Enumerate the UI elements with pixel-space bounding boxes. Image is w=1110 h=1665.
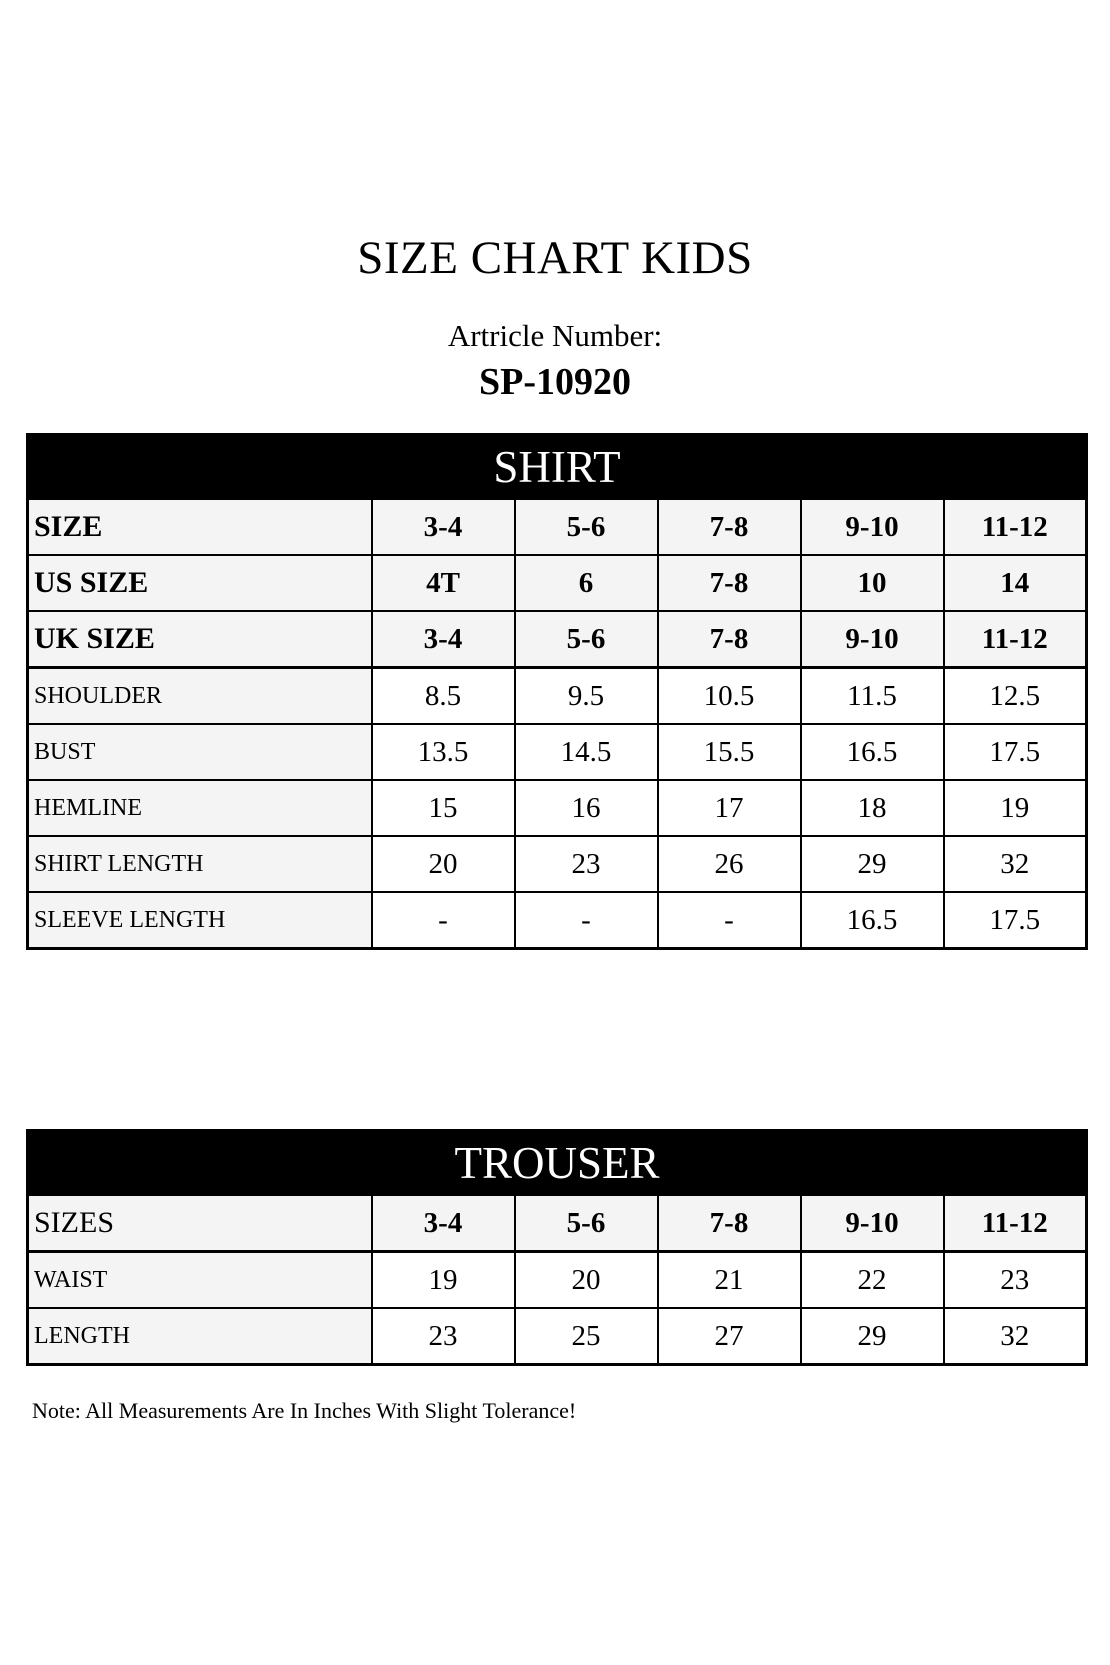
trouser-section-title: TROUSER: [28, 1131, 1087, 1196]
table-row: [28, 1252, 1087, 1309]
size-cell: 5-6: [515, 499, 658, 555]
row-label: UK SIZE: [28, 611, 372, 668]
table-row: [28, 499, 1087, 555]
measurement-cell: -: [515, 892, 658, 949]
measurement-cell: 16: [515, 780, 658, 836]
row-label: SLEEVE LENGTH: [28, 892, 372, 949]
measurement-cell: 10.5: [658, 668, 801, 725]
measurement-cell: 17.5: [944, 724, 1087, 780]
measurement-cell: 32: [944, 1308, 1087, 1365]
table-row: [28, 1308, 1087, 1365]
row-label: SHOULDER: [28, 668, 372, 725]
table-row: [28, 836, 1087, 892]
table-row: [28, 780, 1087, 836]
measurement-cell: 15: [372, 780, 515, 836]
measurement-cell: 32: [944, 836, 1087, 892]
measurement-cell: 16.5: [801, 892, 944, 949]
size-cell: 7-8: [658, 555, 801, 611]
trouser-title-row: [28, 1131, 1087, 1196]
size-cell: 10: [801, 555, 944, 611]
measurement-cell: 29: [801, 1308, 944, 1365]
size-cell: 7-8: [658, 499, 801, 555]
shirt-section-title: SHIRT: [28, 435, 1087, 500]
article-number-label: Artricle Number:: [447, 318, 663, 353]
table-row: [28, 724, 1087, 780]
row-label: SIZE: [28, 499, 372, 555]
row-label: SIZES: [28, 1195, 372, 1252]
measurement-cell: 9.5: [515, 668, 658, 725]
measurement-cell: 23: [515, 836, 658, 892]
measurement-cell: 19: [944, 780, 1087, 836]
measurement-cell: -: [372, 892, 515, 949]
measurement-cell: 14.5: [515, 724, 658, 780]
measurement-cell: -: [658, 892, 801, 949]
trouser-size-table: [26, 1129, 1088, 1366]
measurement-cell: 27: [658, 1308, 801, 1365]
measurement-cell: 11.5: [801, 668, 944, 725]
measurement-cell: 13.5: [372, 724, 515, 780]
table-row: [28, 668, 1087, 725]
size-cell: 4T: [372, 555, 515, 611]
row-label: US SIZE: [28, 555, 372, 611]
size-cell: 7-8: [658, 1195, 801, 1252]
measurement-cell: 17: [658, 780, 801, 836]
size-cell: 3-4: [372, 1195, 515, 1252]
row-label: BUST: [28, 724, 372, 780]
measurement-cell: 25: [515, 1308, 658, 1365]
shirt-title-row: [28, 435, 1087, 500]
size-cell: 11-12: [944, 499, 1087, 555]
measurement-cell: 8.5: [372, 668, 515, 725]
table-row: [28, 892, 1087, 949]
size-cell: 3-4: [372, 499, 515, 555]
size-cell: 11-12: [944, 611, 1087, 668]
row-label: HEMLINE: [28, 780, 372, 836]
row-label: LENGTH: [28, 1308, 372, 1365]
size-cell: 5-6: [515, 1195, 658, 1252]
measurement-cell: 12.5: [944, 668, 1087, 725]
size-cell: 11-12: [944, 1195, 1087, 1252]
measurement-cell: 29: [801, 836, 944, 892]
measurement-cell: 21: [658, 1252, 801, 1309]
measurement-cell: 16.5: [801, 724, 944, 780]
size-cell: 14: [944, 555, 1087, 611]
size-cell: 7-8: [658, 611, 801, 668]
table-row: [28, 611, 1087, 668]
page-title: SIZE CHART KIDS: [357, 232, 753, 284]
size-cell: 3-4: [372, 611, 515, 668]
shirt-size-table: [26, 433, 1088, 950]
row-label: WAIST: [28, 1252, 372, 1309]
measurement-cell: 18: [801, 780, 944, 836]
size-cell: 5-6: [515, 611, 658, 668]
measurement-note: Note: All Measurements Are In Inches With Slight Tolerance!: [32, 1398, 577, 1423]
table-row: [28, 555, 1087, 611]
measurement-cell: 26: [658, 836, 801, 892]
size-cell: 9-10: [801, 611, 944, 668]
size-cell: 6: [515, 555, 658, 611]
measurement-cell: 20: [372, 836, 515, 892]
table-row: [28, 1195, 1087, 1252]
measurement-cell: 20: [515, 1252, 658, 1309]
size-cell: 9-10: [801, 1195, 944, 1252]
measurement-cell: 17.5: [944, 892, 1087, 949]
row-label: SHIRT LENGTH: [28, 836, 372, 892]
measurement-cell: 15.5: [658, 724, 801, 780]
measurement-cell: 23: [944, 1252, 1087, 1309]
measurement-cell: 19: [372, 1252, 515, 1309]
measurement-cell: 23: [372, 1308, 515, 1365]
size-cell: 9-10: [801, 499, 944, 555]
measurement-cell: 22: [801, 1252, 944, 1309]
article-number: SP-10920: [479, 361, 631, 403]
